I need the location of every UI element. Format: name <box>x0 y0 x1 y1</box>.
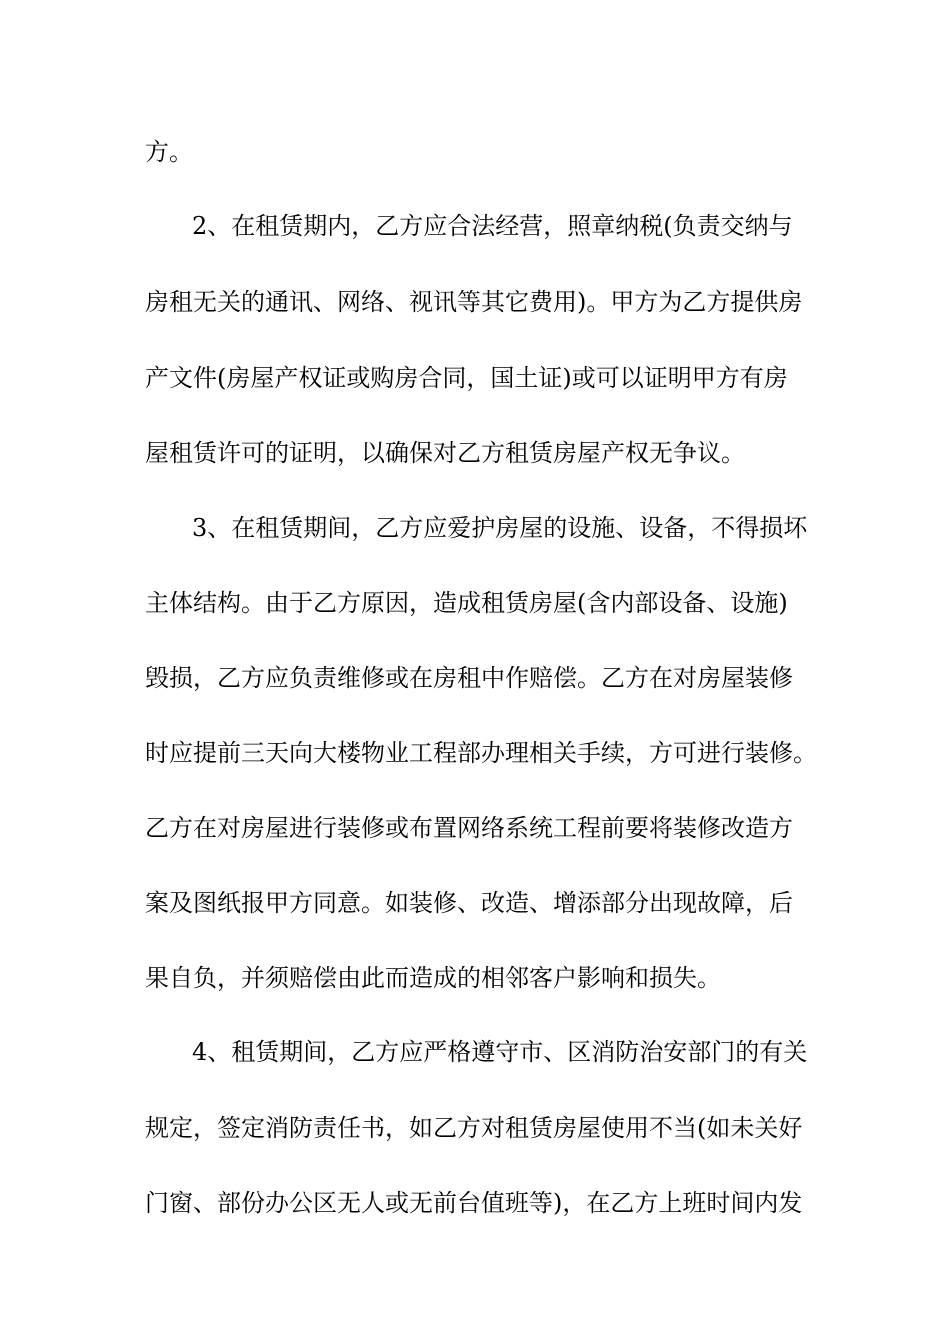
text-line: 规定，签定消防责任书，如乙方对租赁房屋使用不当(如未关好 <box>145 1114 803 1142</box>
text-line: 屋租赁许可的证明，以确保对乙方租赁房屋产权无争议。 <box>145 439 745 467</box>
text-line: 门窗、部份办公区无人或无前台值班等)，在乙方上班时间内发 <box>145 1189 803 1217</box>
text-line: 果自负，并须赔偿由此而造成的相邻客户影响和损失。 <box>145 964 721 992</box>
text-line: 产文件(房屋产权证或购房合同，国土证)或可以证明甲方有房 <box>145 364 788 392</box>
text-line: 案及图纸报甲方同意。如装修、改造、增添部分出现故障，后 <box>145 889 793 917</box>
paragraph-start-line: 3、在租赁期间，乙方应爱护房屋的设施、设备，不得损坏 <box>192 514 808 542</box>
text-line: 时应提前三天向大楼物业工程部办理相关手续，方可进行装修。 <box>145 739 817 767</box>
text-line: 方。 <box>145 138 193 166</box>
text-line: 主体结构。由于乙方原因，造成租赁房屋(含内部设备、设施) <box>145 589 788 617</box>
text-line: 毁损，乙方应负责维修或在房租中作赔偿。乙方在对房屋装修 <box>145 664 793 692</box>
paragraph-start-line: 2、在租赁期内，乙方应合法经营，照章纳税(负责交纳与 <box>192 212 793 240</box>
text-line: 乙方在对房屋进行装修或布置网络系统工程前要将装修改造方 <box>145 814 793 842</box>
text-line: 房租无关的通讯、网络、视讯等其它费用)。甲方为乙方提供房 <box>145 288 803 316</box>
paragraph-start-line: 4、租赁期间，乙方应严格遵守市、区消防治安部门的有关 <box>192 1038 808 1066</box>
